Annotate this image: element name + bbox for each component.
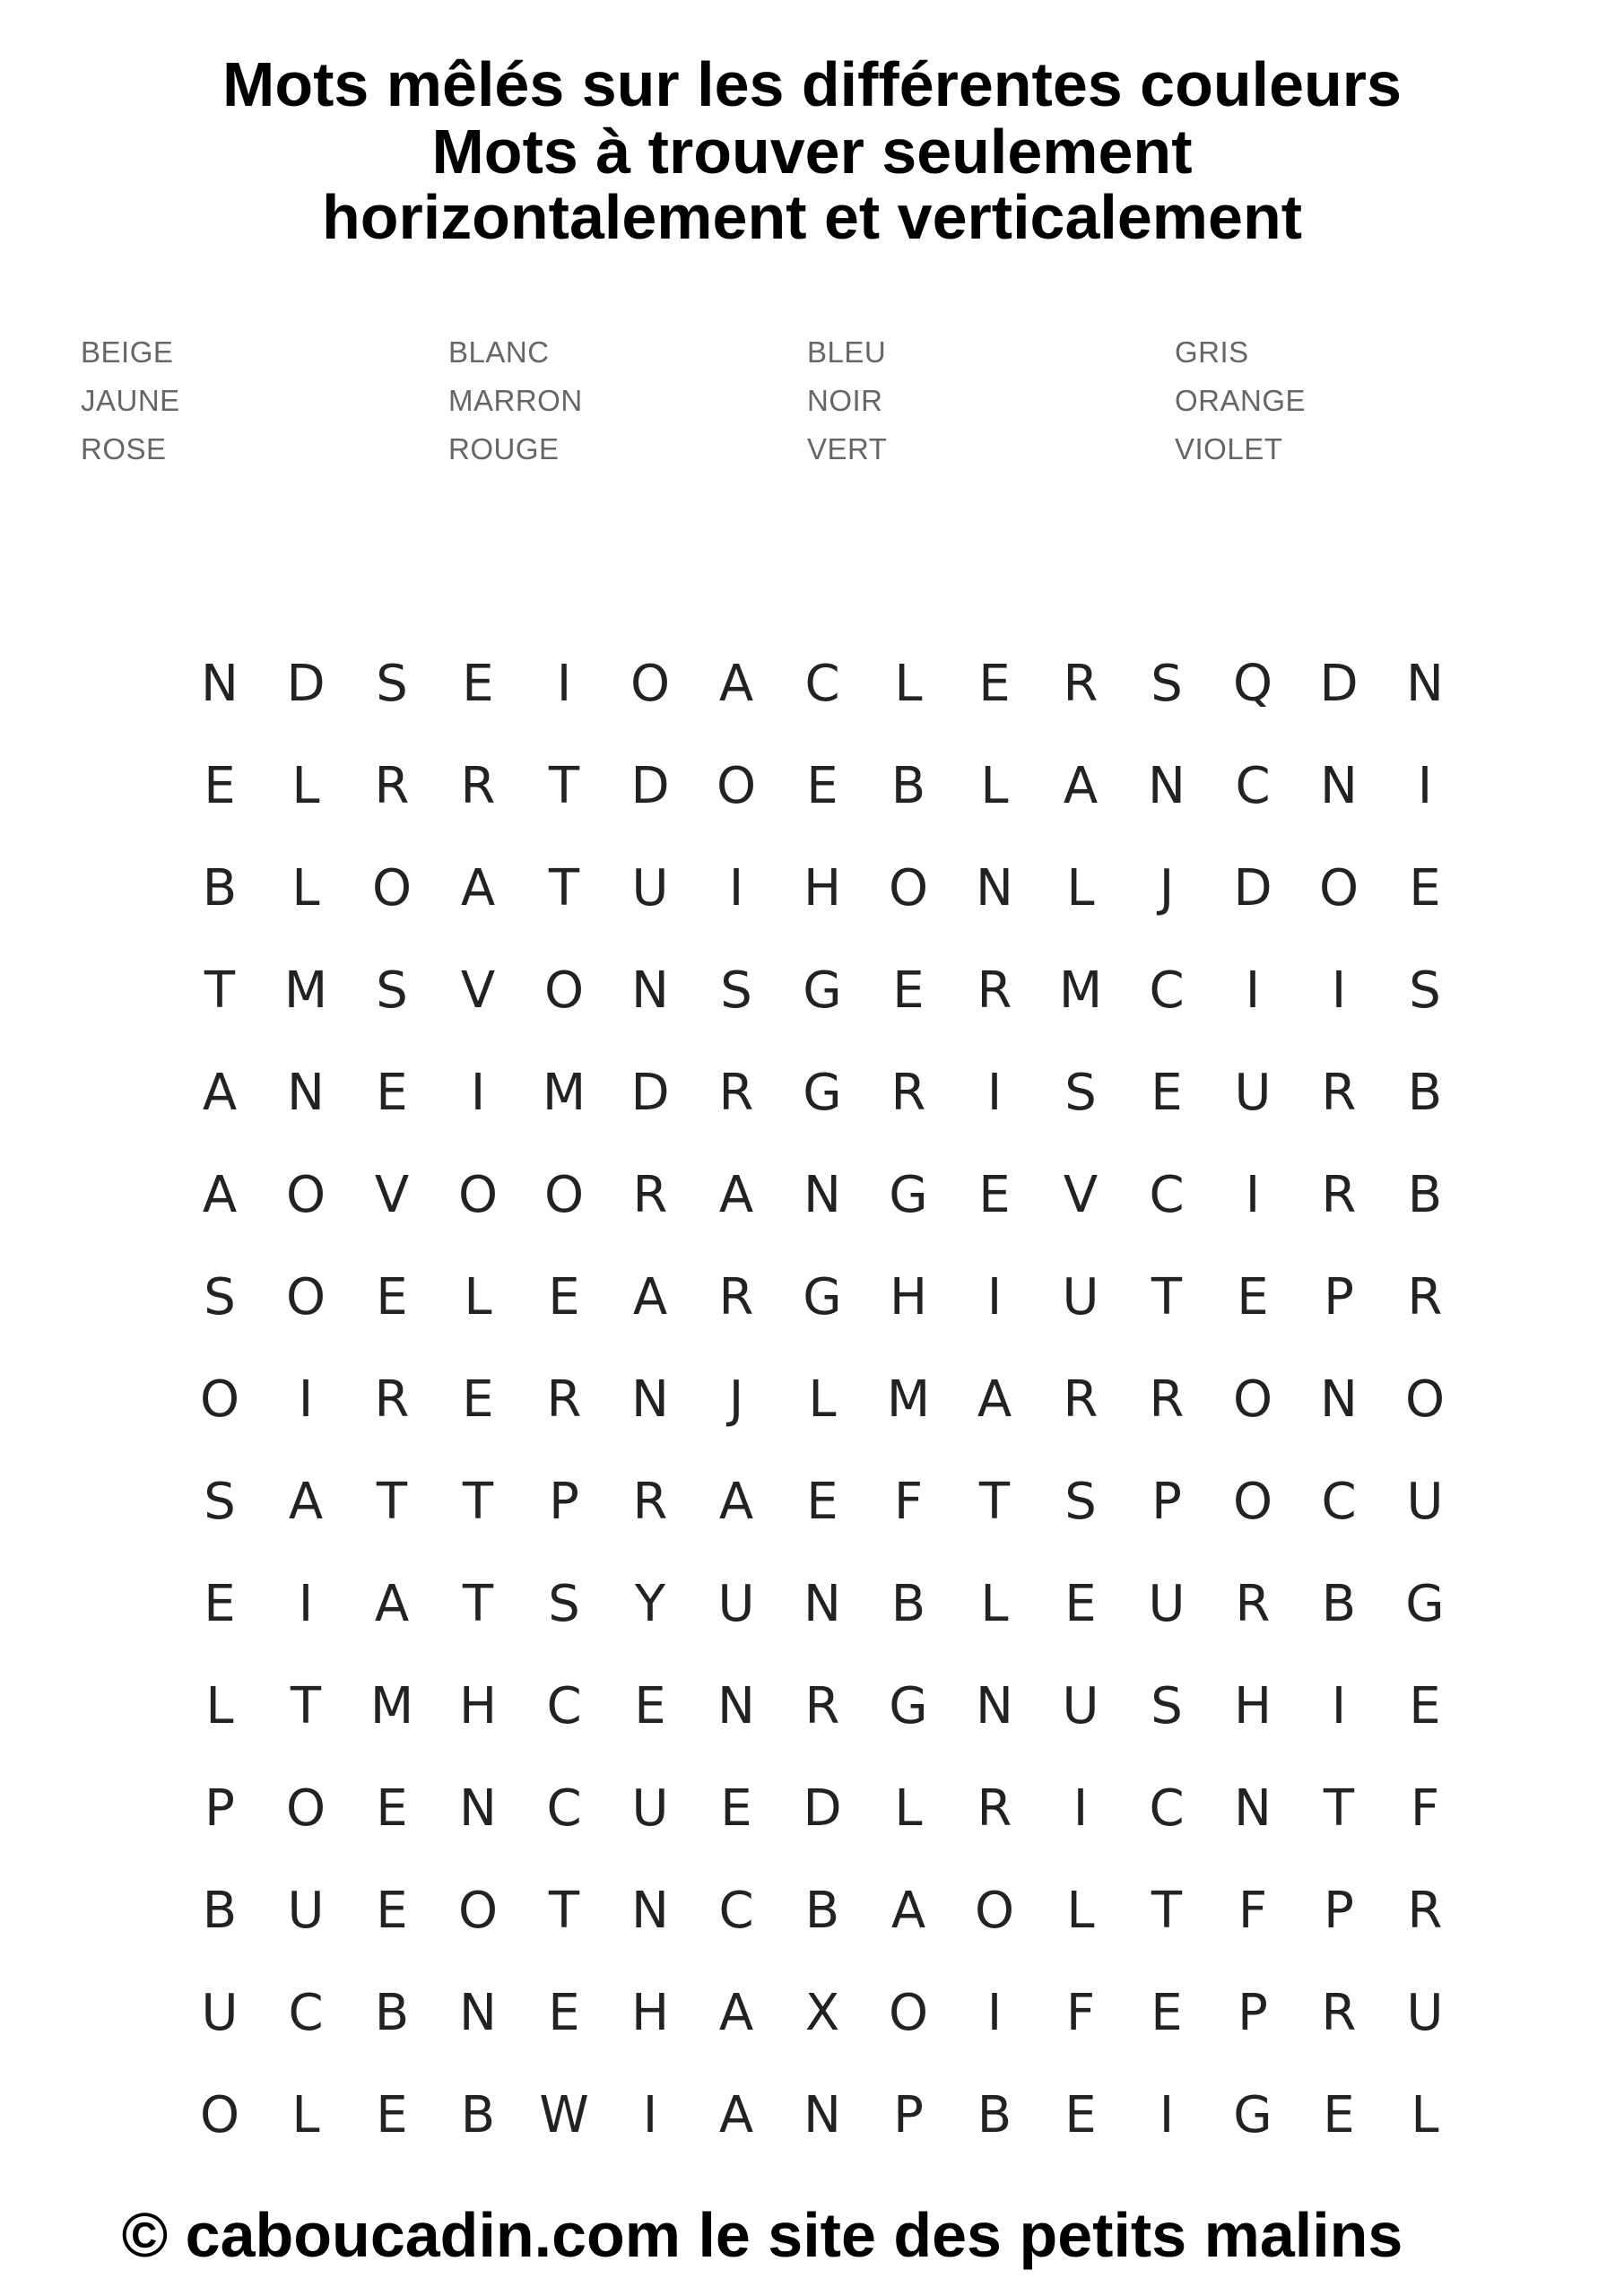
- grid-cell: P: [1324, 1882, 1354, 1940]
- grid-cell: R: [718, 1268, 754, 1326]
- grid-cell: U: [631, 1779, 669, 1838]
- grid-cell: B: [202, 1882, 238, 1940]
- grid-cell: A: [718, 1984, 754, 2042]
- grid-cell: B: [202, 859, 238, 918]
- footer-copyright: © caboucadin.com le site des petits malins: [121, 2200, 1403, 2270]
- grid-cell: S: [376, 961, 408, 1020]
- grid-cell: P: [204, 1779, 235, 1838]
- title-line-2: Mots à trouver seulement: [431, 117, 1193, 187]
- grid-cell: I: [1159, 2086, 1175, 2144]
- grid-cell: W: [539, 2086, 589, 2144]
- grid-cell: L: [1066, 1882, 1095, 1940]
- grid-cell: V: [374, 1166, 410, 1224]
- grid-cell: M: [886, 1370, 931, 1429]
- grid-cell: B: [374, 1984, 410, 2042]
- grid-cell: O: [1318, 859, 1359, 918]
- grid-cell: L: [980, 1575, 1009, 1633]
- grid-cell: C: [718, 1882, 754, 1940]
- grid-cell: O: [285, 1166, 326, 1224]
- grid-cell: S: [548, 1575, 580, 1633]
- grid-cell: R: [1149, 1370, 1185, 1429]
- grid-cell: A: [718, 655, 754, 713]
- grid-cell: G: [889, 1166, 928, 1224]
- grid-cell: V: [1063, 1166, 1099, 1224]
- word-list-item: NOIR: [807, 384, 883, 417]
- grid-cell: F: [893, 1473, 924, 1531]
- grid-cell: O: [1232, 1370, 1273, 1429]
- grid-cell: L: [291, 2086, 320, 2144]
- grid-cell: C: [1149, 961, 1185, 1020]
- grid-cell: I: [470, 1064, 486, 1122]
- grid-cell: O: [199, 2086, 240, 2144]
- grid-cell: G: [1405, 1575, 1445, 1633]
- grid-cell: B: [1407, 1166, 1443, 1224]
- grid-cell: E: [1151, 1984, 1183, 2042]
- grid-cell: G: [889, 1677, 928, 1735]
- grid-cell: R: [890, 1064, 926, 1122]
- grid-cell: M: [542, 1064, 586, 1122]
- grid-cell: O: [543, 1166, 585, 1224]
- grid-cell: S: [204, 1268, 236, 1326]
- grid-cell: O: [285, 1268, 326, 1326]
- grid-cell: O: [888, 859, 929, 918]
- grid-cell: C: [1321, 1473, 1357, 1531]
- grid-cell: P: [893, 2086, 924, 2144]
- grid-cell: O: [888, 1984, 929, 2042]
- grid-cell: N: [287, 1064, 325, 1122]
- grid-cell: I: [298, 1575, 314, 1633]
- grid-cell: S: [376, 655, 408, 713]
- word-list-item: ROSE: [81, 432, 167, 465]
- grid-cell: L: [894, 655, 923, 713]
- grid-cell: N: [717, 1677, 755, 1735]
- grid-cell: A: [202, 1166, 238, 1224]
- grid-cell: I: [1073, 1779, 1089, 1838]
- grid-cell: E: [978, 1166, 1011, 1224]
- grid-cell: D: [1319, 655, 1359, 713]
- grid-cell: L: [291, 757, 320, 815]
- grid-cell: H: [889, 1268, 928, 1326]
- grid-cell: O: [285, 1779, 326, 1838]
- grid-cell: H: [1233, 1677, 1272, 1735]
- grid-cell: E: [806, 757, 838, 815]
- grid-cell: B: [977, 2086, 1012, 2144]
- grid-cell: M: [283, 961, 328, 1020]
- grid-cell: N: [631, 1370, 669, 1429]
- grid-cell: N: [459, 1984, 497, 2042]
- grid-cell: T: [290, 1677, 322, 1735]
- grid-cell: T: [376, 1473, 408, 1531]
- grid-cell: R: [1321, 1166, 1357, 1224]
- grid-cell: V: [460, 961, 496, 1020]
- grid-cell: N: [631, 1882, 669, 1940]
- letter-grid: [177, 633, 1468, 2167]
- grid-cell: R: [632, 1473, 668, 1531]
- word-list-item: JAUNE: [81, 384, 180, 417]
- grid-cell: D: [630, 757, 670, 815]
- grid-cell: I: [1245, 961, 1261, 1020]
- grid-cell: S: [1151, 1677, 1183, 1735]
- grid-cell: C: [546, 1677, 582, 1735]
- word-list-item: VERT: [807, 432, 888, 465]
- grid-cell: X: [804, 1984, 840, 2042]
- grid-cell: A: [977, 1370, 1012, 1429]
- grid-cell: B: [1321, 1575, 1357, 1633]
- grid-cell: N: [1320, 757, 1358, 815]
- grid-cell: N: [1234, 1779, 1272, 1838]
- grid-cell: E: [376, 1779, 408, 1838]
- grid-cell: N: [803, 1575, 841, 1633]
- grid-cell: S: [1064, 1473, 1097, 1531]
- grid-cell: B: [460, 2086, 496, 2144]
- grid-cell: L: [1411, 2086, 1439, 2144]
- grid-cell: D: [286, 655, 326, 713]
- grid-cell: E: [462, 655, 494, 713]
- grid-cell: R: [632, 1166, 668, 1224]
- grid-cell: L: [205, 1677, 234, 1735]
- grid-cell: R: [1235, 1575, 1271, 1633]
- grid-cell: G: [803, 961, 842, 1020]
- grid-cell: R: [1407, 1268, 1443, 1326]
- grid-cell: N: [803, 2086, 841, 2144]
- grid-cell: T: [548, 757, 580, 815]
- grid-cell: A: [460, 859, 496, 918]
- grid-cell: U: [201, 1984, 239, 2042]
- grid-cell: L: [1066, 859, 1095, 918]
- word-list-item: BEIGE: [81, 335, 174, 369]
- grid-cell: S: [204, 1473, 236, 1531]
- grid-cell: U: [1062, 1268, 1099, 1326]
- grid-cell: A: [202, 1064, 238, 1122]
- grid-cell: P: [1151, 1473, 1182, 1531]
- grid-cell: R: [374, 1370, 410, 1429]
- grid-cell: O: [371, 859, 413, 918]
- grid-cell: U: [1062, 1677, 1099, 1735]
- grid-cell: R: [977, 961, 1012, 1020]
- grid-cell: R: [1321, 1064, 1357, 1122]
- word-list-item: BLANC: [448, 335, 550, 369]
- grid-cell: T: [548, 859, 580, 918]
- grid-cell: N: [1320, 1370, 1358, 1429]
- grid-cell: E: [1064, 2086, 1097, 2144]
- grid-cell: B: [890, 1575, 926, 1633]
- grid-cell: T: [462, 1575, 494, 1633]
- grid-cell: N: [976, 1677, 1013, 1735]
- grid-cell: T: [204, 961, 236, 1020]
- grid-cell: T: [978, 1473, 1011, 1531]
- grid-cell: N: [459, 1779, 497, 1838]
- word-list-item: GRIS: [1175, 335, 1249, 369]
- grid-cell: P: [1238, 1984, 1268, 2042]
- grid-cell: R: [1407, 1882, 1443, 1940]
- grid-cell: U: [1406, 1984, 1444, 2042]
- grid-cell: B: [804, 1882, 840, 1940]
- grid-cell: L: [464, 1268, 492, 1326]
- grid-cell: R: [1063, 655, 1099, 713]
- grid-cell: E: [548, 1984, 580, 2042]
- grid-cell: L: [894, 1779, 923, 1838]
- grid-cell: R: [804, 1677, 840, 1735]
- grid-cell: E: [720, 1779, 752, 1838]
- grid-cell: J: [728, 1370, 744, 1429]
- grid-cell: U: [631, 859, 669, 918]
- grid-cell: N: [976, 859, 1013, 918]
- word-list: [81, 328, 1426, 474]
- grid-cell: E: [1409, 859, 1441, 918]
- grid-cell: E: [1323, 2086, 1355, 2144]
- grid-cell: N: [201, 655, 239, 713]
- grid-cell: E: [376, 1064, 408, 1122]
- grid-cell: T: [548, 1882, 580, 1940]
- grid-cell: R: [977, 1779, 1012, 1838]
- grid-cell: B: [890, 757, 926, 815]
- grid-cell: A: [718, 1473, 754, 1531]
- grid-cell: O: [457, 1166, 499, 1224]
- grid-cell: S: [1064, 1064, 1097, 1122]
- grid-cell: L: [291, 859, 320, 918]
- grid-cell: C: [546, 1779, 582, 1838]
- grid-cell: O: [974, 1882, 1015, 1940]
- grid-cell: O: [199, 1370, 240, 1429]
- grid-cell: B: [1407, 1064, 1443, 1122]
- grid-cell: A: [718, 2086, 754, 2144]
- grid-cell: I: [986, 1984, 1003, 2042]
- grid-cell: H: [803, 859, 842, 918]
- grid-cell: I: [642, 2086, 658, 2144]
- grid-cell: H: [630, 1984, 670, 2042]
- grid-cell: L: [980, 757, 1009, 815]
- title-line-1: Mots mêlés sur les différentes couleurs: [222, 49, 1402, 119]
- grid-cell: U: [1148, 1575, 1185, 1633]
- grid-cell: E: [376, 2086, 408, 2144]
- grid-cell: A: [1063, 757, 1099, 815]
- grid-cell: I: [728, 859, 744, 918]
- word-list-item: MARRON: [448, 384, 583, 417]
- grid-cell: O: [457, 1882, 499, 1940]
- grid-cell: E: [806, 1473, 838, 1531]
- grid-cell: L: [808, 1370, 837, 1429]
- grid-cell: O: [543, 961, 585, 1020]
- grid-cell: Q: [1232, 655, 1273, 713]
- grid-cell: S: [720, 961, 752, 1020]
- grid-cell: E: [1409, 1677, 1441, 1735]
- grid-cell: T: [1151, 1882, 1183, 1940]
- grid-cell: E: [204, 1575, 236, 1633]
- word-list-item: VIOLET: [1175, 432, 1283, 465]
- grid-cell: U: [717, 1575, 755, 1633]
- word-list-item: BLEU: [807, 335, 887, 369]
- grid-cell: M: [369, 1677, 414, 1735]
- grid-cell: C: [1149, 1166, 1185, 1224]
- grid-cell: P: [1324, 1268, 1354, 1326]
- grid-cell: T: [1323, 1779, 1355, 1838]
- grid-cell: C: [288, 1984, 324, 2042]
- grid-cell: I: [986, 1064, 1003, 1122]
- grid-cell: S: [1409, 961, 1441, 1020]
- grid-cell: E: [462, 1370, 494, 1429]
- grid-cell: I: [298, 1370, 314, 1429]
- grid-cell: R: [374, 757, 410, 815]
- grid-cell: U: [1406, 1473, 1444, 1531]
- grid-cell: E: [204, 757, 236, 815]
- grid-cell: G: [803, 1268, 842, 1326]
- grid-cell: E: [376, 1268, 408, 1326]
- grid-cell: G: [1233, 2086, 1272, 2144]
- grid-cell: I: [1331, 961, 1347, 1020]
- grid-cell: C: [1235, 757, 1271, 815]
- grid-cell: I: [556, 655, 572, 713]
- grid-cell: U: [1234, 1064, 1272, 1122]
- grid-cell: E: [1064, 1575, 1097, 1633]
- grid-cell: F: [1065, 1984, 1096, 2042]
- grid-cell: N: [1148, 757, 1185, 815]
- grid-cell: H: [458, 1677, 498, 1735]
- grid-cell: O: [1404, 1370, 1446, 1429]
- grid-cell: R: [718, 1064, 754, 1122]
- grid-cell: N: [1406, 655, 1444, 713]
- grid-cell: E: [1237, 1268, 1269, 1326]
- grid-cell: N: [631, 961, 669, 1020]
- grid-cell: J: [1159, 859, 1175, 918]
- grid-cell: R: [1321, 1984, 1357, 2042]
- grid-cell: U: [287, 1882, 325, 1940]
- grid-cell: C: [1149, 1779, 1185, 1838]
- grid-cell: O: [716, 757, 757, 815]
- grid-cell: O: [1232, 1473, 1273, 1531]
- grid-cell: D: [1233, 859, 1272, 918]
- grid-cell: T: [462, 1473, 494, 1531]
- grid-cell: D: [630, 1064, 670, 1122]
- grid-cell: R: [460, 757, 496, 815]
- grid-cell: E: [376, 1882, 408, 1940]
- grid-cell: A: [374, 1575, 410, 1633]
- grid-cell: E: [978, 655, 1011, 713]
- grid-cell: P: [549, 1473, 579, 1531]
- word-list-item: ORANGE: [1175, 384, 1307, 417]
- grid-cell: S: [1151, 655, 1183, 713]
- grid-cell: E: [634, 1677, 666, 1735]
- grid-cell: T: [1151, 1268, 1183, 1326]
- grid-cell: A: [632, 1268, 668, 1326]
- grid-cell: E: [1151, 1064, 1183, 1122]
- grid-cell: A: [288, 1473, 324, 1531]
- grid-cell: I: [1331, 1677, 1347, 1735]
- grid-cell: M: [1058, 961, 1103, 1020]
- grid-cell: Y: [634, 1575, 666, 1633]
- grid-cell: E: [892, 961, 925, 1020]
- grid-cell: E: [548, 1268, 580, 1326]
- title-line-3: horizontalement et verticalement: [321, 182, 1303, 252]
- grid-cell: D: [803, 1779, 842, 1838]
- grid-cell: A: [718, 1166, 754, 1224]
- grid-cell: I: [986, 1268, 1003, 1326]
- grid-cell: F: [1410, 1779, 1440, 1838]
- grid-cell: R: [546, 1370, 582, 1429]
- grid-cell: F: [1238, 1882, 1268, 1940]
- grid-cell: G: [803, 1064, 842, 1122]
- grid-cell: R: [1063, 1370, 1099, 1429]
- grid-cell: N: [803, 1166, 841, 1224]
- grid-cell: C: [804, 655, 840, 713]
- grid-cell: I: [1417, 757, 1433, 815]
- word-list-item: ROUGE: [448, 432, 560, 465]
- grid-cell: O: [630, 655, 671, 713]
- grid-cell: I: [1245, 1166, 1261, 1224]
- grid-cell: A: [890, 1882, 926, 1940]
